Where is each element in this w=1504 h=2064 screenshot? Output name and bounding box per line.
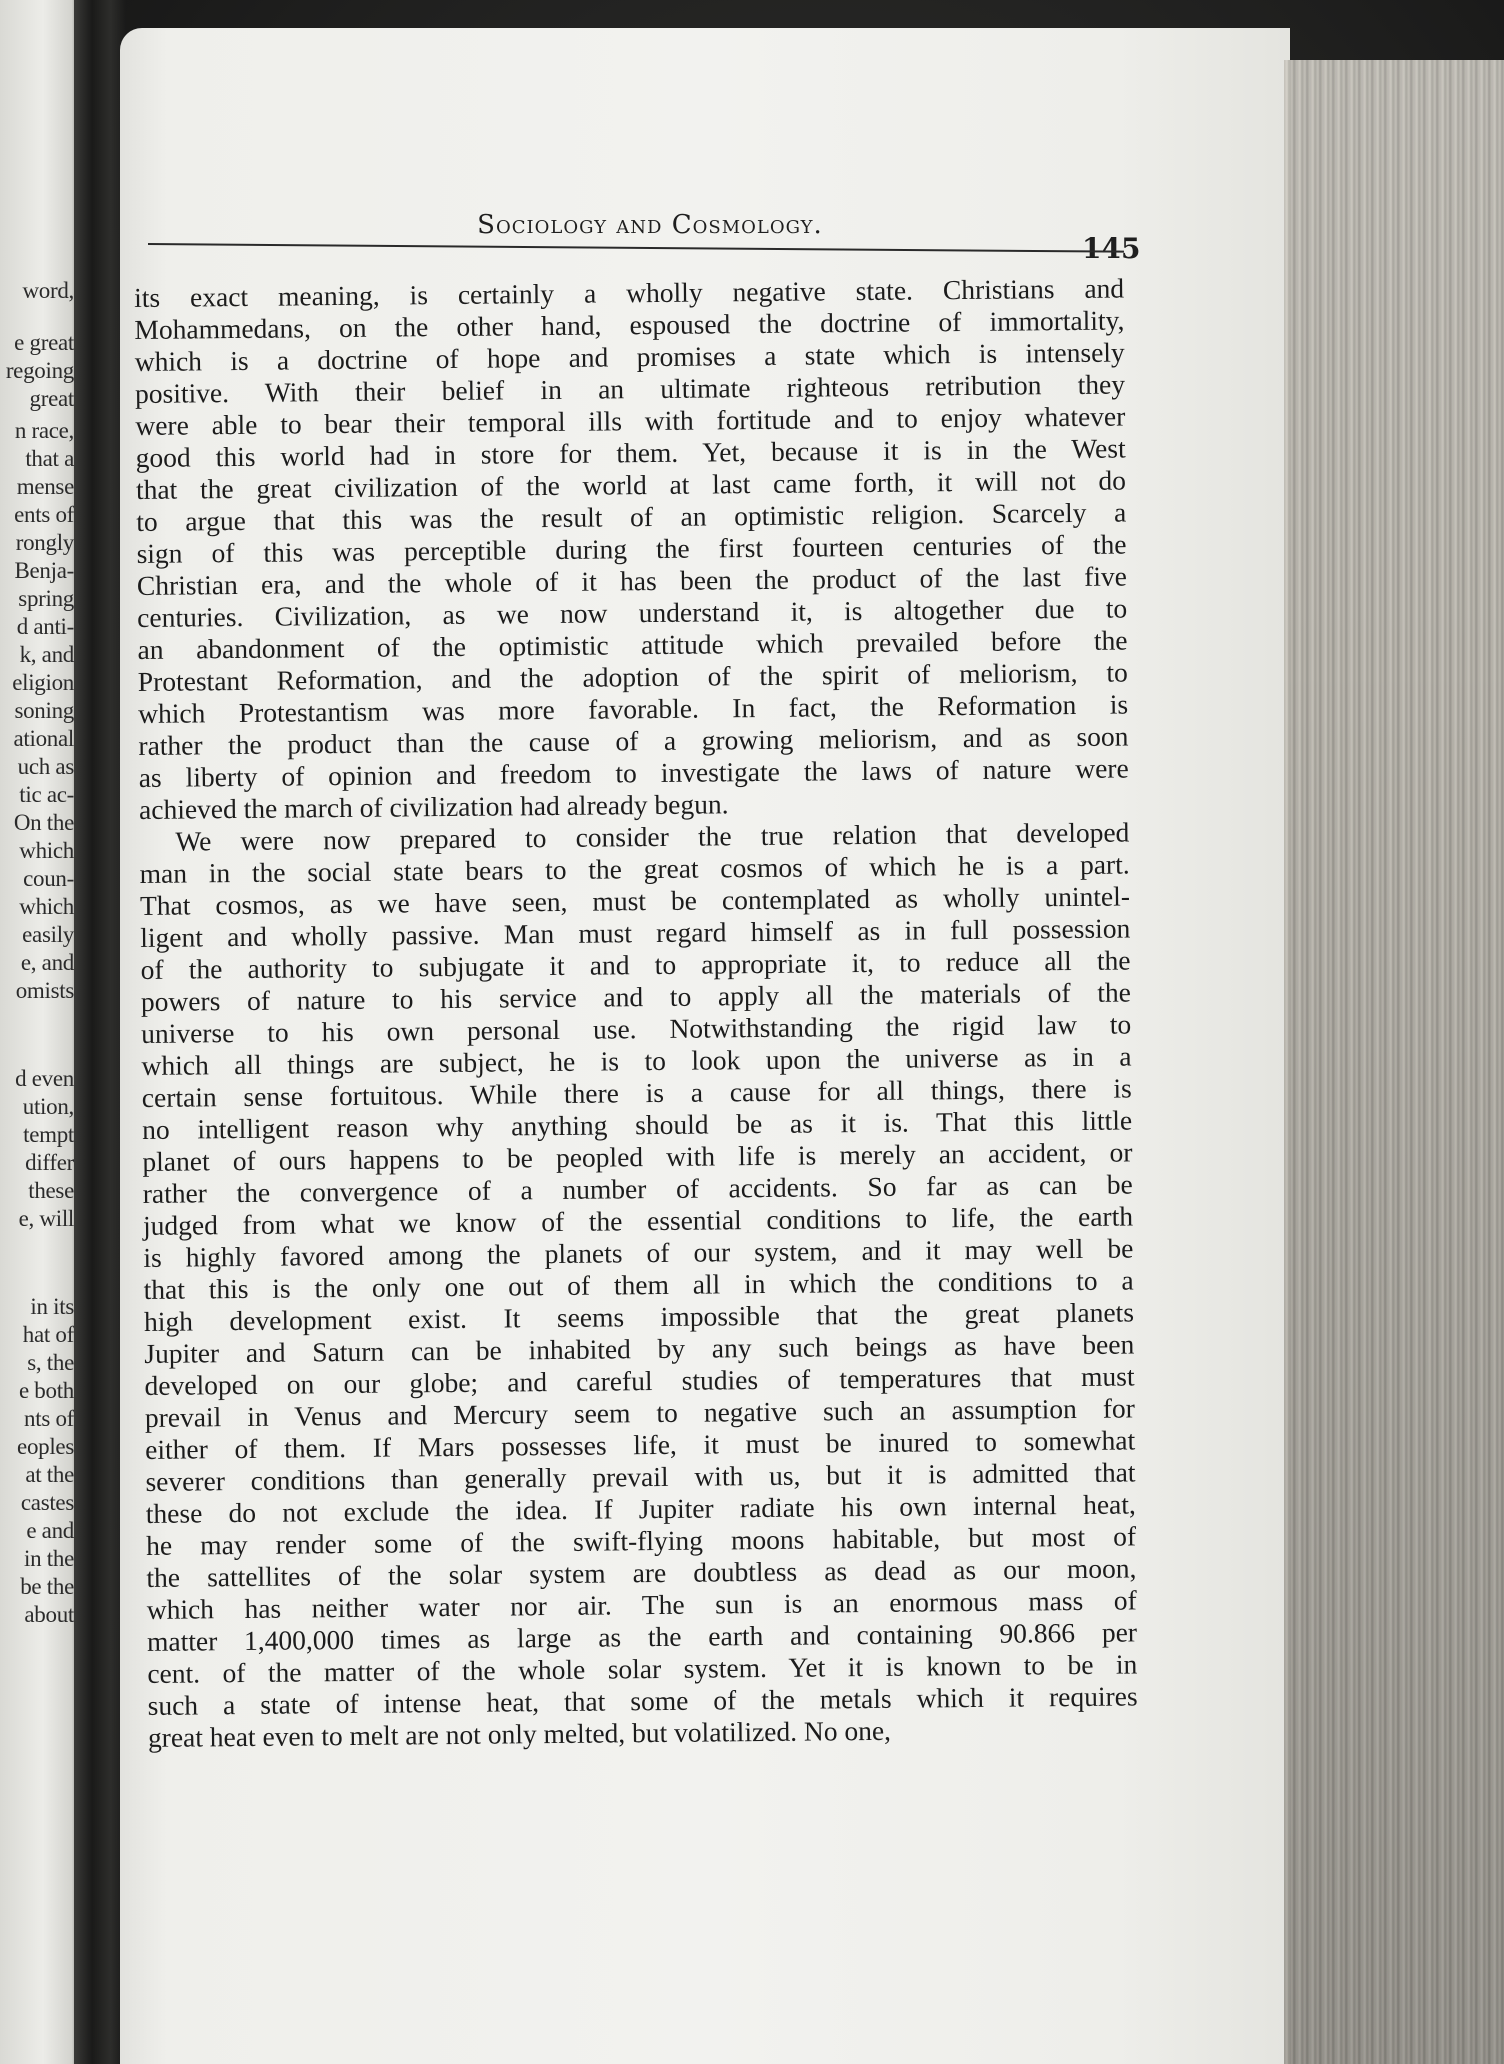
facing-page-fragment: d anti- — [16, 614, 74, 639]
facing-page-fragment: ents of — [14, 502, 74, 527]
running-head — [340, 210, 960, 240]
page-fore-edge — [1284, 60, 1504, 2064]
facing-page-fragment: e, will — [18, 1206, 74, 1231]
facing-page-fragment: which — [19, 894, 74, 919]
text-line: such a state of intense heat, that some of the metals which it requires — [147, 1680, 1138, 1721]
facing-page-fragment: these — [28, 1178, 74, 1203]
text-line: Jupiter and Saturn can be inhabited by any such beings as have been — [144, 1328, 1135, 1369]
text-line: its exact meaning, is certainly a wholly negative state. Christians and — [134, 272, 1125, 313]
facing-page-fragment: eoples — [17, 1434, 74, 1459]
facing-page-fragment: nts of — [24, 1406, 74, 1431]
text-line: That cosmos, as we have seen, must be contemplated as wholly unintel- — [139, 880, 1131, 921]
facing-page-fragment: s, the — [27, 1350, 74, 1375]
facing-page-fragment: n race, — [14, 418, 74, 443]
text-line: high development exist. It seems impossible that the great planets — [143, 1296, 1135, 1337]
facing-page-fragment: coun- — [23, 866, 74, 891]
facing-page-fragment: rongly — [15, 530, 74, 555]
text-line: universe to his own personal use. Notwithstanding the rigid law to — [141, 1008, 1132, 1049]
text-line: Christian era, and the whole of it has been the product of the last five — [136, 560, 1128, 601]
facing-page-fragment: eligion — [12, 670, 74, 695]
facing-page-fragment: that a — [25, 446, 74, 471]
text-line: great heat even to melt are not only melted, but volatilized. No one, — [147, 1714, 892, 1753]
text-line: rather the convergence of a number of accidents. So far as can be — [142, 1168, 1133, 1209]
facing-page-fragment: hat of — [22, 1322, 74, 1347]
text-line: planet of ours happens to be peopled with life is merely an accident, or — [142, 1136, 1133, 1177]
facing-page-fragment: word, — [22, 278, 74, 303]
facing-page-fragment: easily — [22, 922, 74, 947]
facing-page-fragment: k, and — [19, 642, 74, 667]
text-line: to argue that this was the result of an optimistic religion. Scarcely a — [136, 496, 1127, 537]
text-line: positive. With their belief in an ultimate righteous retribution they — [134, 368, 1126, 409]
facing-page-fragment: omists — [15, 978, 74, 1003]
text-line: of the authority to subjugate it and to appropriate it, to reduce all the — [140, 944, 1131, 985]
facing-page-fragment: e great — [14, 330, 74, 355]
facing-page-fragment: soning — [14, 698, 74, 723]
facing-page-fragment: ational — [13, 726, 74, 751]
facing-page-edge — [0, 0, 78, 2064]
text-line: as liberty of opinion and freedom to investigate the laws of nature were — [138, 752, 1129, 793]
text-line: judged from what we know of the essential conditions to life, the earth — [142, 1200, 1134, 1241]
text-line: good this world had in store for them. Yet, because it is in the West — [135, 432, 1126, 473]
facing-page-fragment: at the — [25, 1462, 74, 1487]
facing-page-fragment: in its — [30, 1294, 74, 1319]
text-line: which Protestantism was more favorable. In fact, the Reformation is — [137, 688, 1129, 729]
text-line: rather the product than the cause of a growing meliorism, and as soon — [138, 720, 1129, 761]
text-line: which all things are subject, he is to look upon the universe as in a — [141, 1040, 1132, 1081]
text-line: developed on our globe; and careful studies of temperatures that must — [144, 1360, 1135, 1401]
facing-page-fragment: in the — [24, 1546, 74, 1571]
facing-page-fragment: spring — [18, 586, 74, 611]
text-line: were able to bear their temporal ills with fortitude and to enjoy whatever — [135, 400, 1126, 441]
text-line: cent. of the matter of the whole solar system. Yet it is known to be in — [147, 1648, 1138, 1689]
text-line: which has neither water nor air. The sun is an enormous mass of — [146, 1584, 1137, 1625]
facing-page-fragment: about — [24, 1602, 74, 1627]
facing-page-fragment: e both — [18, 1378, 74, 1403]
facing-page-fragment: which — [19, 838, 74, 863]
facing-page-fragment: Benja- — [14, 558, 74, 583]
facing-page-fragment: be the — [20, 1574, 74, 1599]
text-line: ligent and wholly passive. Man must regard himself as in full possession — [140, 912, 1131, 953]
text-line: that this is the only one out of them all in which the conditions to a — [143, 1264, 1134, 1305]
facing-page-fragment: tempt — [23, 1122, 74, 1147]
facing-page-fragment: tic ac- — [19, 782, 74, 807]
facing-page-fragment: e, and — [20, 950, 74, 975]
facing-page-fragment: differ — [25, 1150, 74, 1175]
facing-page-fragment: On the — [13, 810, 74, 835]
text-line: either of them. If Mars possesses life, it must be inured to somewhat — [145, 1424, 1136, 1465]
text-line: We were now prepared to consider the true relation that developed — [175, 816, 1130, 857]
text-line: Mohammedans, on the other hand, espoused the doctrine of immortality, — [134, 304, 1125, 345]
facing-page-fragment: great — [29, 386, 74, 411]
page-number: 145 — [1082, 232, 1141, 265]
text-line: an abandonment of the optimistic attitude which prevailed before the — [137, 624, 1128, 665]
text-line: Protestant Reformation, and the adoption of the spirit of meliorism, to — [137, 656, 1128, 697]
text-line: that the great civilization of the world at last came forth, it will not do — [135, 464, 1127, 505]
text-line: the sattellites of the solar system are doubtless as dead as our moon, — [146, 1552, 1137, 1593]
text-line: centuries. Civilization, as we now understand it, is altogether due to — [137, 592, 1128, 633]
text-line: sign of this was perceptible during the first fourteen centuries of the — [136, 528, 1127, 569]
facing-page-fragment: e and — [26, 1518, 74, 1543]
text-line: prevail in Venus and Mercury seem to negative such an assumption for — [144, 1392, 1136, 1433]
facing-page-fragment: regoing — [5, 358, 74, 383]
text-line: is highly favored among the planets of our system, and it may well be — [143, 1232, 1134, 1273]
text-line: which is a doctrine of hope and promises a state which is intensely — [134, 336, 1125, 377]
facing-page-fragment: mense — [16, 474, 74, 499]
facing-page-fragment: uch as — [17, 754, 74, 779]
text-line: certain sense fortuitous. While there is a cause for all things, there is — [141, 1072, 1132, 1113]
text-line: man in the social state bears to the great cosmos of which he is a part. — [139, 848, 1130, 889]
text-line: matter 1,400,000 times as large as the earth and containing 90.866 per — [146, 1616, 1138, 1657]
running-head-text: Sociology and Cosmology. — [477, 210, 823, 240]
facing-page-fragment: castes — [20, 1490, 74, 1515]
book-gutter — [74, 0, 126, 2064]
facing-page-fragment: d even — [15, 1066, 74, 1091]
text-line: achieved the march of civilization had already begun. — [138, 788, 729, 825]
text-line: he may render some of the swift-flying moons habitable, but most of — [145, 1520, 1137, 1561]
text-line: severer conditions than generally prevail with us, but it is admitted that — [145, 1456, 1136, 1497]
facing-page-fragment: ution, — [22, 1094, 74, 1119]
text-line: these do not exclude the idea. If Jupiter radiate his own internal heat, — [145, 1488, 1136, 1529]
text-line: no intelligent reason why anything should be as it is. That this little — [141, 1104, 1133, 1145]
body-text — [134, 272, 1138, 1753]
text-line: powers of nature to his service and to apply all the materials of the — [140, 976, 1132, 1017]
